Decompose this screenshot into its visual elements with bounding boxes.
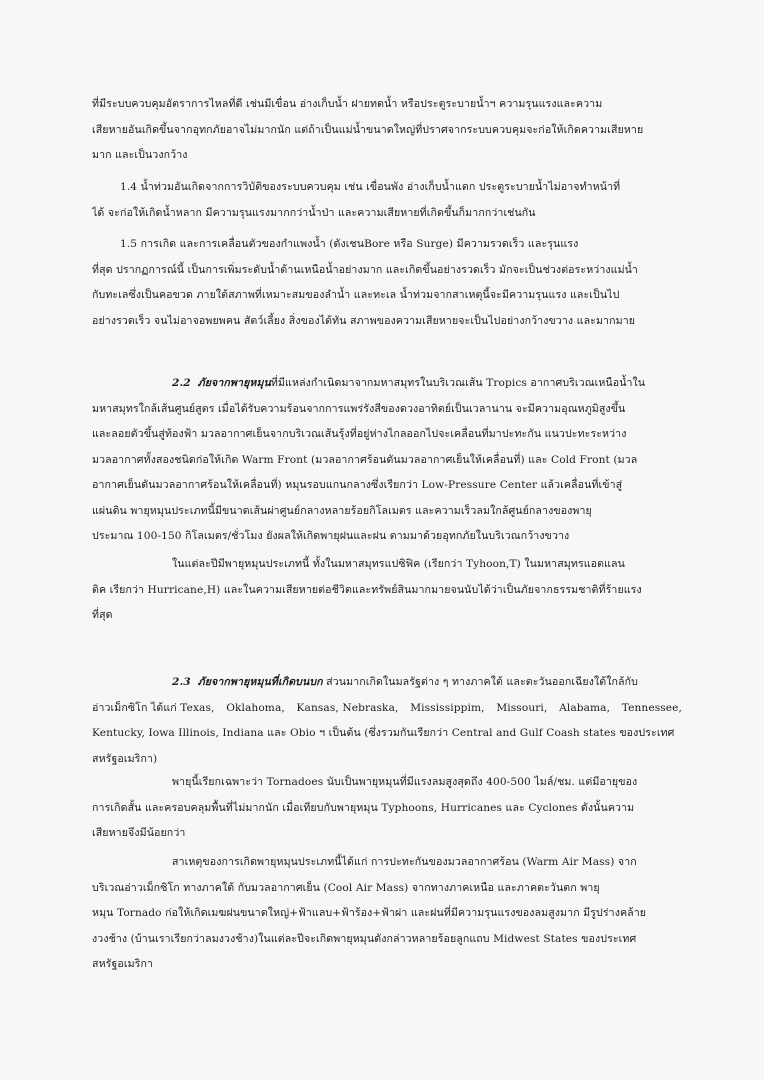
- section-2-2: [92, 371, 682, 550]
- text-line: และลอยตัวขึ้นสู่ท้องฟ้า มวลอากาศเย็นจากบริเวณเส้นรุ้งที่อยู่ห่างไกลออกไปจะเคลื่อนที่มาปะทะกัน แนวปะทะระหว่าง: [92, 428, 627, 440]
- text-line: ที่สุด ปรากฏการณ์นี้ เป็นการเพิ่มระดับน้ำด้านเหนือน้ำอย่างมาก และเกิดขึ้นอย่างรวดเร็ว มักจะเป็นช่วงต่อระหว่างแม่น้ำ: [92, 263, 638, 276]
- section-number: 2.2: [172, 377, 191, 389]
- text-line: 1.4 น้ำท่วมอันเกิดจากการวิบัติของระบบควบคุม เช่น เขื่อนพัง อ่างเก็บน้ำแตก ประตูระบายน้ำไม่อาจทำหน้าที่: [120, 181, 621, 193]
- text-line: มาก และเป็นวงกว้าง: [92, 149, 188, 161]
- text-line: สหรัฐอเมริกา: [92, 958, 154, 970]
- text-line: ส่วนมากเกิดในมลรัฐต่าง ๆ ทางภาคใต้ และตะวันออกเฉียงใต้ใกล้กับ: [326, 676, 638, 688]
- section-2-3-tornadoes: [92, 770, 682, 847]
- text-line: เสียหายอันเกิดขึ้นจากอุทกภัยอาจไม่มากนัก แต่ถ้าเป็นแม่น้ำขนาดใหญ่ที่ปราศจากระบบควบคุมจะก่อให้เกิดความเสียหาย: [92, 123, 644, 136]
- text-line: มหาสมุทรใกล้เส้นศูนย์สูตร เมื่อได้รับความร้อนจากการแพร่รังสีของดวงอาทิตย์เป็นเวลานาน จะมีความอุณหภูมิสูงขึ้น: [92, 402, 626, 415]
- text-line: กับทะเลซึ่งเป็นคอขวด ภายใต้สภาพที่เหมาะสมของลำน้ำ และทะเล น้ำท่วมจากสาเหตุนี้จะมีความรุนแรง และเป็นไป: [92, 289, 620, 301]
- section-number: 2.3: [172, 676, 191, 688]
- state-item: Mississippim,: [410, 701, 485, 714]
- state-item: อ่าวเม็กซิโก ได้แก่ Texas,: [92, 701, 215, 714]
- section-heading-line: [92, 670, 682, 696]
- text-line: ติค เรียกว่า Hurricane,H) และในความเสียหายต่อชีวิตและทรัพย์สินมากมายจนนับได้ว่าเป็นภัยจากธรรมชาติที่ร้ายแรง: [92, 583, 642, 596]
- state-item: Oklahoma,: [226, 701, 285, 714]
- paragraph-flood-control: [92, 92, 682, 169]
- text-line: สหรัฐอเมริกา): [92, 752, 158, 765]
- text-line: การเกิดสั้น และครอบคลุมพื้นที่ไม่มากนัก เมื่อเทียบกับพายุหมุน Typhoons, Hurricanes และ Cyclones ดังนั้นความ: [92, 801, 635, 814]
- text-line: เสียหายจึงมีน้อยกว่า: [92, 827, 186, 839]
- text-line: ที่สุด: [92, 609, 113, 621]
- section-2-3: [92, 670, 682, 772]
- paragraph-1-4: [92, 175, 682, 226]
- state-item: Alabama,: [559, 701, 611, 714]
- text-line: 1.5 การเกิด และการเคลื่อนตัวของกำแพงน้ำ (ดังเชนBore หรือ Surge) มีความรวดเร็ว และรุนแรง: [120, 238, 579, 250]
- text-line: Kentucky, Iowa Illinois, Indiana และ Obio ฯ เป็นต้น (ซึ่งรวมกันเรียกว่า Central and Gulf Coash states ของประเทศ: [92, 727, 675, 739]
- text-line: มวลอากาศทั้งสองชนิดก่อให้เกิด Warm Front (มวลอากาศร้อนดันมวลอากาศเย็นให้เคลื่อนที่) และ Cold Front (มวล: [92, 453, 638, 466]
- states-line: [92, 696, 682, 722]
- text-line: ประมาณ 100-150 กิโลเมตร/ชั่วโมง ยังผลให้เกิดพายุฝนและฝน ตามมาด้วยอุทกภัยในบริเวณกว้างขวาง: [92, 530, 570, 542]
- text-line: ได้ จะก่อให้เกิดน้ำหลาก มีความรุนแรงมากกว่าน้ำป่า และความเสียหายที่เกิดขึ้นก็มากกว่าเช่นกัน: [92, 206, 536, 219]
- state-item: Kansas, Nebraska,: [296, 701, 399, 714]
- text-line: หมุน Tornado ก่อให้เกิดเมฆฝนขนาดใหญ่+ฟ้าแลบ+ฟ้าร้อง+ฟ้าผ่า และฝนที่มีความรุนแรงของลมสูงมาก มีรูปร่างคล้าย: [92, 907, 647, 919]
- section-2-3-causes: [92, 850, 682, 978]
- section-title: ภัยจากพายุหมุน: [197, 377, 271, 389]
- text-line: อากาศเย็นดันมวลอากาศร้อนให้เคลื่อนที่) หมุนรอบแกนกลางซึ่งเรียกว่า Low-Pressure Center แล้วเคลื่อนที่เข้าสู่: [92, 479, 623, 491]
- text-line: งวงช้าง (บ้านเราเรียกว่าลมงวงช้าง)ในแต่ละปีจะเกิดพายุหมุนดังกล่าวหลายร้อยลูกแถบ Midwest States ของประเทศ: [92, 932, 637, 945]
- text-line: ที่มีแหล่งกำเนิดมาจากมหาสมุทรในบริเวณเส้น Tropics อากาศบริเวณเหนือน้ำใน: [270, 377, 646, 389]
- text-line: ที่มีระบบควบคุมอัตราการไหลที่ดี เช่นมีเขื่อน อ่างเก็บน้ำ ฝายทดน้ำ หรือประตูระบายน้ำฯ ความรุนแรงและความ: [92, 98, 603, 110]
- text-line: พายุนี้เรียกเฉพาะว่า Tornadoes นับเป็นพายุหมุนที่มีแรงลมสูงสุดถึง 400-500 ไมล์/ชม. แต่มีอายุของ: [172, 776, 638, 788]
- state-item: Missouri,: [496, 701, 548, 714]
- section-heading-line: [92, 371, 682, 397]
- section-title: ภัยจากพายุหมุนที่เกิดบนบก: [197, 676, 323, 688]
- text-line: บริเวณอ่าวเม็กซิโก ทางภาคใต้ กับมวลอากาศเย็น (Cool Air Mass) จากทางภาคเหนือ และภาคตะวันตก พายุ: [92, 881, 600, 894]
- text-line: ในแต่ละปีมีพายุหมุนประเภทนี้ ทั้งในมหาสมุทรแปซิฟิค (เรียกว่า Tyhoon,T) ในมหาสมุทรแอตแลน: [172, 558, 625, 570]
- section-2-2-sub: [92, 552, 682, 629]
- state-item: Tennessee,: [621, 701, 682, 714]
- text-line: แผ่นดิน พายุหมุนประเภทนี้มีขนาดเส้นผ่าศูนย์กลางหลายร้อยกิโลเมตร และความเร็วลมใกล้ศูนย์กลางของพายุ: [92, 504, 592, 517]
- text-line: สาเหตุของการเกิดพายุหมุนประเภทนี้ได้แก่ การปะทะกันของมวลอากาศร้อน (Warm Air Mass) จาก: [172, 856, 637, 868]
- text-line: อย่างรวดเร็ว จนไม่อาจอพยพคน สัตว์เลี้ยง สิ่งของได้ทัน สภาพของความเสียหายจะเป็นไปอย่างกว้างขวาง และมากมาย: [92, 314, 636, 327]
- paragraph-1-5: [92, 232, 682, 334]
